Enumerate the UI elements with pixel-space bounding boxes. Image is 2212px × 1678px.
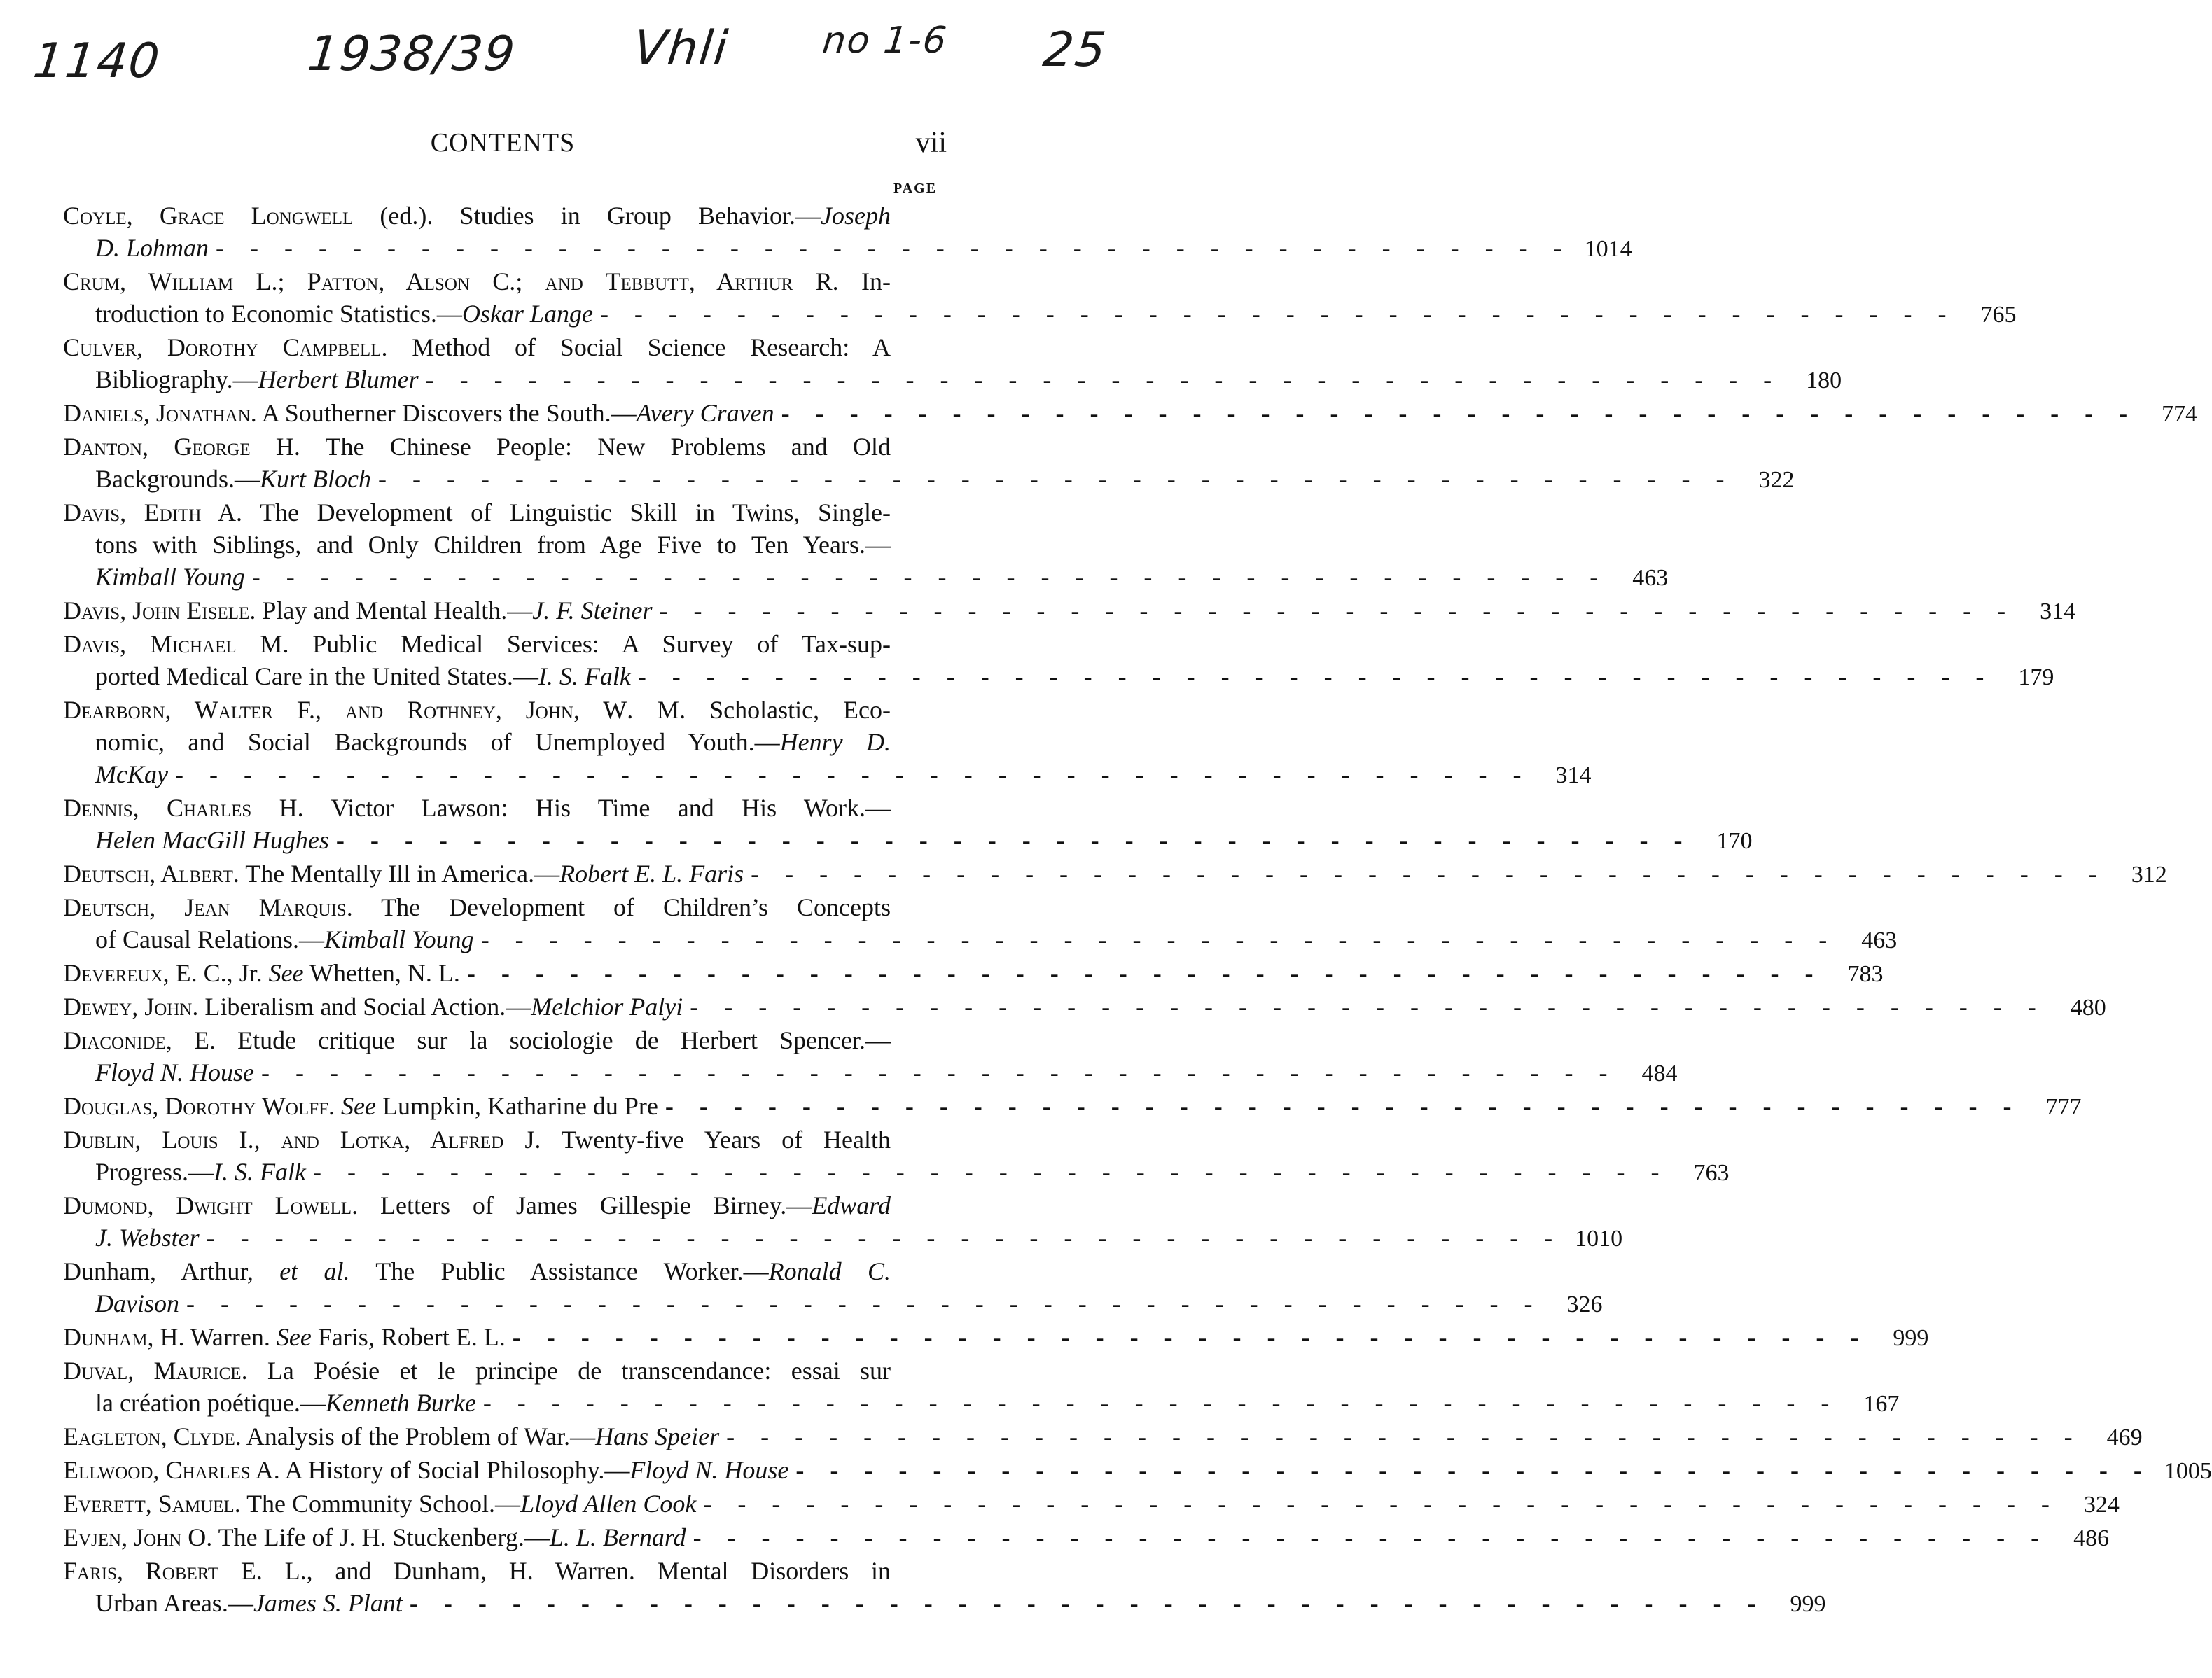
entry-text (63, 957, 1827, 989)
entry-line (63, 1024, 947, 1056)
entry-page-number: 774 (2162, 401, 2198, 427)
entry-text (95, 1287, 1547, 1320)
entry-line (63, 496, 947, 529)
entry-line (63, 923, 1898, 957)
dot-leader (200, 1222, 1567, 1254)
entry-line-text: Deutsch, Albert. The Mentally Ill in America.—Robert E. L. Faris (63, 860, 744, 888)
entry-text (63, 991, 2050, 1023)
entry-line (63, 991, 2106, 1024)
entry-text (95, 1222, 1566, 1254)
entry-line (63, 792, 947, 824)
contents-entry (63, 397, 2198, 431)
entry-line (63, 1156, 1730, 1189)
annotation-year: 1938/39 (305, 27, 519, 82)
annotation-text: Vhli (630, 21, 732, 76)
contents-entry (63, 1454, 2212, 1488)
contents-entry (63, 1521, 2110, 1555)
entry-line-text: Ellwood, Charles A. A History of Social Philosophy.—Floyd N. House (63, 1456, 789, 1484)
dot-leader (460, 957, 1828, 989)
contents-entry (63, 858, 2167, 891)
entry-page-number: 463 (1632, 565, 1669, 591)
entry-line (63, 331, 947, 363)
entry-page-number: 480 (2070, 995, 2106, 1021)
entry-line (63, 1521, 2110, 1555)
dot-leader (719, 1420, 2087, 1453)
entry-text (95, 824, 1696, 856)
contents-entry (63, 1355, 1900, 1420)
contents-entry (63, 496, 1669, 594)
entry-page-number: 765 (1980, 302, 2017, 328)
page-header (63, 127, 947, 169)
entry-line (63, 1488, 2120, 1521)
entry-text: tons with Siblings, and Only Children from Age Five to Ten Years.— (95, 531, 891, 559)
entry-line-text: Daniels, Jonathan. A Southerner Discovers the South.—Avery Craven (63, 399, 774, 427)
dot-leader (371, 463, 1739, 495)
dot-leader (506, 1321, 1873, 1353)
contents-entry (63, 331, 1842, 397)
entry-text: Culver, Dorothy Campbell. Method of Social Science Research: A (63, 333, 891, 361)
entry-line-text: Progress.—I. S. Falk (95, 1158, 306, 1186)
entry-line (63, 726, 947, 758)
entry-page-number: 314 (2040, 599, 2076, 624)
entry-line-text: McKay (95, 760, 168, 788)
contents-entry (63, 1555, 1826, 1621)
page-title: CONTENTS (430, 128, 576, 158)
contents-entry (63, 957, 1884, 991)
dot-leader (245, 561, 1613, 593)
contents-entry (63, 1090, 2082, 1124)
entry-line (63, 1255, 947, 1287)
entry-text (63, 594, 2019, 627)
contents-entry (63, 792, 1753, 858)
entry-text: Dennis, Charles H. Victor Lawson: His Time and His Work.— (63, 794, 891, 822)
dot-leader (476, 1387, 1844, 1419)
entry-page-number: 180 (1806, 368, 1842, 393)
entry-line (63, 1355, 947, 1387)
entry-line (63, 594, 2076, 628)
entry-line (63, 957, 1884, 991)
entry-line (63, 232, 1632, 265)
entry-text (63, 1454, 2156, 1486)
entry-text: Davis, Edith A. The Development of Linguistic Skill in Twins, Single- (63, 498, 891, 526)
entry-page-number: 1005 (2164, 1458, 2212, 1484)
entry-text (95, 232, 1576, 264)
entry-line-text: la création poétique.—Kenneth Burke (95, 1389, 476, 1417)
entry-line (63, 431, 947, 463)
entry-line (63, 298, 2017, 331)
entry-text: Dumond, Dwight Lowell. Letters of James Gillespie Birney.—Edward (63, 1191, 891, 1219)
entry-line (63, 858, 2167, 891)
entry-text (63, 397, 2141, 429)
entry-line (63, 1287, 1603, 1321)
entry-text (95, 1387, 1843, 1419)
entry-line (63, 628, 947, 660)
entry-text (95, 1587, 1769, 1619)
entry-page-number: 999 (1790, 1591, 1826, 1617)
entry-text (63, 1090, 2025, 1122)
entry-text: Faris, Robert E. L., and Dunham, H. Warren. Mental Disorders in (63, 1557, 891, 1585)
dot-leader (744, 858, 2111, 890)
entry-text: Coyle, Grace Longwell (ed.). Studies in Group Behavior.—Joseph (63, 202, 891, 230)
handwritten-annotations (0, 20, 1153, 111)
entry-page-number: 1010 (1575, 1226, 1623, 1252)
entry-line (63, 1420, 2143, 1454)
entry-text: Dearborn, Walter F., and Rothney, John, W. M. Scholastic, Eco- (63, 696, 891, 724)
entry-line (63, 694, 947, 726)
contents-entry (63, 1189, 1623, 1255)
entry-line (63, 1189, 947, 1222)
entry-text (95, 561, 1612, 593)
entry-line-text: D. Lohman (95, 234, 209, 262)
dot-leader (774, 397, 2142, 429)
contents-entry (63, 891, 1898, 957)
dot-leader (329, 824, 1697, 856)
entry-page-number: 314 (1555, 762, 1592, 788)
dot-leader (788, 1454, 2156, 1486)
contents-entry (63, 594, 2076, 628)
entry-line-text: Dunham, H. Warren. See Faris, Robert E. L. (63, 1323, 506, 1351)
entry-line (63, 660, 2054, 694)
dot-leader (254, 1056, 1622, 1089)
entry-text (95, 923, 1841, 956)
entry-line (63, 397, 2198, 431)
contents-entry (63, 1255, 1603, 1321)
dot-leader (474, 923, 1842, 956)
entry-page-number: 484 (1641, 1061, 1678, 1086)
entry-line-text: Douglas, Dorothy Wolff. See Lumpkin, Katharine du Pre (63, 1092, 658, 1120)
dot-leader (631, 660, 1998, 692)
entry-page-number: 322 (1758, 467, 1795, 493)
entry-page-number: 326 (1566, 1292, 1603, 1317)
dot-leader (419, 363, 1786, 396)
entry-text (95, 363, 1786, 396)
dot-leader (168, 758, 1536, 790)
entry-line (63, 824, 1753, 858)
dot-leader (179, 1287, 1547, 1320)
entry-page-number: 486 (2073, 1525, 2110, 1551)
entry-text: Crum, William L.; Patton, Alson C.; and Tebbutt, Arthur R. In- (63, 267, 891, 295)
contents-entry (63, 1420, 2143, 1454)
contents-entry (63, 991, 2106, 1024)
entry-text: Dunham, Arthur, et al. The Public Assistance Worker.—Ronald C. (63, 1257, 891, 1285)
entry-text: Deutsch, Jean Marquis. The Development of Children’s Concepts (63, 893, 891, 921)
entry-page-number: 170 (1716, 828, 1753, 854)
entry-text: Danton, George H. The Chinese People: New Problems and Old (63, 433, 891, 461)
entry-page-number: 999 (1893, 1325, 1929, 1351)
dot-leader (658, 1090, 2026, 1122)
entry-line (63, 363, 1842, 397)
entry-line-text: J. Webster (95, 1224, 200, 1252)
entry-line-text: Kimball Young (95, 563, 245, 591)
entry-line (63, 1454, 2212, 1488)
entry-text (95, 298, 1960, 330)
entry-line-text: troduction to Economic Statistics.—Oskar Lange (95, 300, 593, 328)
entry-line-text: Davis, John Eisele. Play and Mental Health.—J. F. Steiner (63, 596, 653, 624)
page-number: vii (915, 127, 947, 159)
dot-leader (403, 1587, 1770, 1619)
entry-text (95, 1156, 1674, 1188)
entry-line (63, 758, 1592, 792)
contents-list (63, 200, 2212, 1621)
entry-line-text: Floyd N. House (95, 1058, 254, 1086)
contents-entry (63, 1024, 1678, 1090)
dot-leader (653, 594, 2020, 627)
annotation-issues: no 1-6 (820, 20, 950, 62)
entry-line (63, 1222, 1623, 1255)
entry-text (63, 1521, 2053, 1553)
entry-text (63, 1488, 2064, 1520)
entry-line (63, 1387, 1900, 1420)
entry-text: Diaconide, E. Etude critique sur la sociologie de Herbert Spencer.— (63, 1026, 891, 1054)
contents-entry (63, 1488, 2120, 1521)
entry-page-number: 179 (2018, 664, 2054, 690)
contents-entry (63, 200, 1632, 265)
entry-line (63, 1555, 947, 1587)
entry-line-text: Eagleton, Clyde. Analysis of the Problem of War.—Hans Speier (63, 1422, 720, 1450)
entry-page-number: 763 (1693, 1160, 1730, 1186)
entry-line (63, 200, 947, 232)
annotation-count: 25 (1040, 22, 1110, 78)
entry-page-number: 312 (2131, 862, 2167, 888)
entry-line (63, 1056, 1678, 1090)
dot-leader (686, 1521, 2054, 1553)
entry-line (63, 1321, 1929, 1355)
contents-entry (63, 1321, 1929, 1355)
entry-line-text: ported Medical Care in the United States.—I. S. Falk (95, 662, 631, 690)
entry-page-number: 167 (1863, 1391, 1900, 1417)
entry-line (63, 1124, 947, 1156)
dot-leader (306, 1156, 1674, 1188)
entry-text: Davis, Michael M. Public Medical Services: A Survey of Tax-sup- (63, 630, 891, 658)
dot-leader (683, 991, 2050, 1023)
entry-text: Duval, Maurice. La Poésie et le principe de transcendance: essai sur (63, 1357, 891, 1385)
entry-text: nomic, and Social Backgrounds of Unemployed Youth.—Henry D. (95, 728, 891, 756)
entry-line (63, 265, 947, 298)
entry-line (63, 463, 1795, 496)
entry-line (63, 561, 1669, 594)
entry-line (63, 1090, 2082, 1124)
entry-page-number: 463 (1861, 928, 1898, 953)
entry-text (95, 758, 1536, 790)
contents-entry (63, 694, 1592, 792)
entry-text (63, 1420, 2087, 1453)
entry-line-text: Devereux, E. C., Jr. See Whetten, N. L. (63, 959, 460, 987)
entry-line (63, 529, 947, 561)
dot-leader (696, 1488, 2064, 1520)
entry-text (63, 858, 2111, 890)
dot-leader (209, 232, 1576, 264)
entry-line-text: Everett, Samuel. The Community School.—Lloyd Allen Cook (63, 1490, 697, 1518)
entry-page-number: 783 (1847, 961, 1884, 987)
entry-text (95, 1056, 1622, 1089)
contents-entry (63, 431, 1795, 496)
entry-page-number: 1014 (1584, 236, 1632, 262)
entry-line-text: Dewey, John. Liberalism and Social Action.—Melchior Palyi (63, 993, 683, 1021)
entry-text: Dublin, Louis I., and Lotka, Alfred J. Twenty-five Years of Health (63, 1126, 891, 1154)
entry-line-text: Bibliography.—Herbert Blumer (95, 365, 419, 393)
entry-page-number: 469 (2106, 1425, 2143, 1450)
page-column-label: PAGE (893, 181, 938, 196)
entry-line-text: Helen MacGill Hughes (95, 826, 329, 854)
entry-text (63, 1321, 1872, 1353)
dot-leader (593, 298, 1961, 330)
entry-line-text: of Causal Relations.—Kimball Young (95, 925, 474, 953)
entry-line (63, 891, 947, 923)
contents-entry (63, 265, 2017, 331)
entry-line-text: Davison (95, 1289, 179, 1317)
entry-line-text: Backgrounds.—Kurt Bloch (95, 465, 371, 493)
annotation-volume-number: 1140 (30, 34, 164, 89)
entry-text (95, 463, 1739, 495)
entry-line (63, 1587, 1826, 1621)
entry-page-number: 777 (2045, 1094, 2082, 1120)
entry-line-text: Urban Areas.—James S. Plant (95, 1589, 403, 1617)
contents-entry (63, 628, 2054, 694)
entry-text (95, 660, 1998, 692)
entry-line-text: Evjen, John O. The Life of J. H. Stuckenberg.—L. L. Bernard (63, 1523, 686, 1551)
entry-page-number: 324 (2083, 1492, 2120, 1518)
contents-entry (63, 1124, 1730, 1189)
